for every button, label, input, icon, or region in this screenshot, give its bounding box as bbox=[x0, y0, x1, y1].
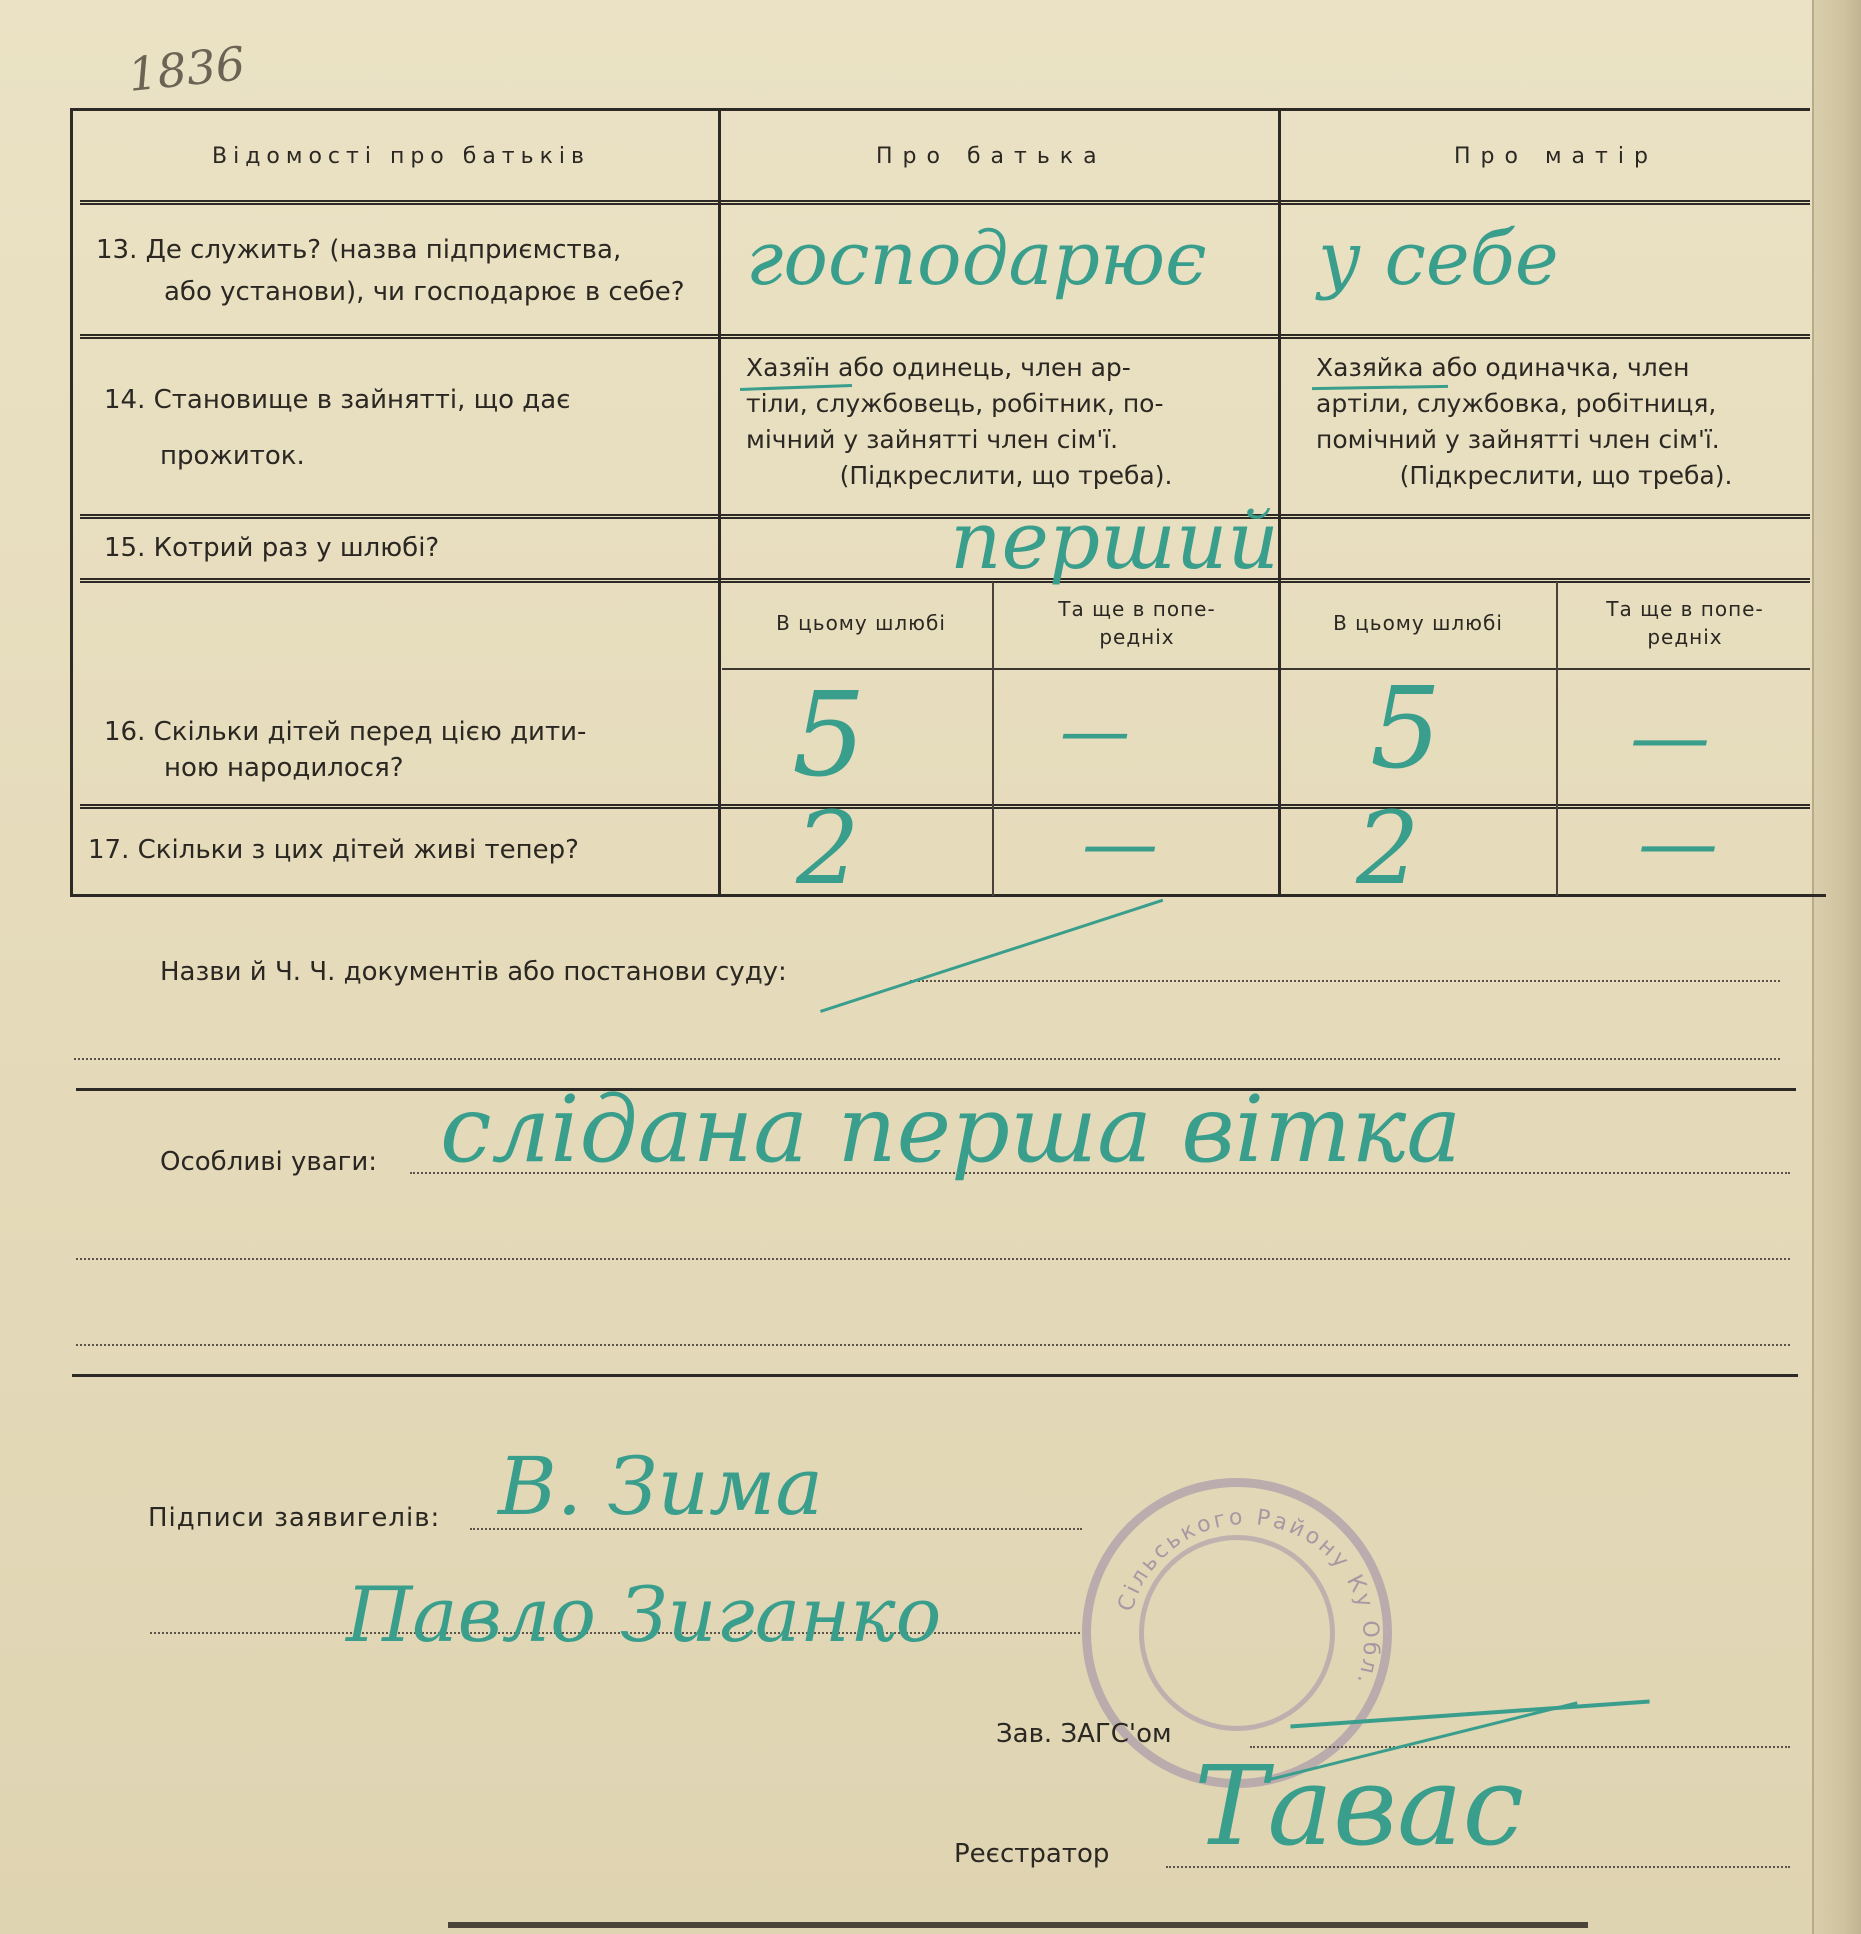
q13-mother-answer: у себе bbox=[1318, 216, 1559, 302]
sub-father-prev-line2: редніх bbox=[1099, 625, 1175, 649]
q16-mother-this: 5 bbox=[1370, 664, 1442, 794]
zags-head-label: Зав. ЗАГС'ом bbox=[996, 1719, 1172, 1749]
bottom-page-edge bbox=[448, 1922, 1588, 1928]
q14-father-line3: мічний у зайнятті член сім'ї. bbox=[746, 425, 1119, 454]
q16-mother-prev: — bbox=[1630, 690, 1710, 783]
header-parents-info: Відомості про батьків bbox=[212, 144, 590, 169]
q14-line2: прожиток. bbox=[160, 441, 305, 471]
header-mother: Про матір bbox=[1454, 144, 1658, 169]
q13-line1: 13. Де служить? (назва підприємства, bbox=[96, 235, 622, 265]
sub-mother-this-marriage: В цьому шлюбі bbox=[1333, 611, 1503, 635]
q14-father-line4: (Підкреслити, що треба). bbox=[839, 461, 1173, 490]
signatures-label: Підписи заявигелів: bbox=[148, 1503, 441, 1533]
remarks-line-2 bbox=[76, 1258, 1790, 1260]
signature-applicant-1: В. Зима bbox=[498, 1440, 824, 1533]
q14-father-options bbox=[746, 350, 1266, 494]
q17-father-prev: — bbox=[1082, 798, 1158, 887]
q16-line2: ною народилося? bbox=[164, 753, 404, 783]
q14-mother-options bbox=[1316, 350, 1816, 494]
remarks-value: слідана перша вітка bbox=[440, 1076, 1462, 1183]
documents-label: Назви й Ч. Ч. документів або постанови суду: bbox=[160, 957, 787, 987]
q17-mother-prev: — bbox=[1638, 796, 1718, 889]
q16-father-prev: — bbox=[1060, 690, 1130, 772]
parents-info-table bbox=[70, 108, 1830, 907]
q14-mother-line3: помічний у зайнятті член сім'ї. bbox=[1316, 425, 1720, 454]
documents-line-2 bbox=[74, 1058, 1780, 1060]
sub-mother-prev-line1: Та ще в попе- bbox=[1606, 597, 1764, 621]
q14-mother-line1: Хазяйка або одиначка, член bbox=[1316, 353, 1690, 382]
q13-line2: або установи), чи господарює в себе? bbox=[164, 277, 685, 307]
sub-father-prev-line1: Та ще в попе- bbox=[1058, 597, 1216, 621]
q17-mother-this: 2 bbox=[1356, 790, 1420, 907]
section-divider-2 bbox=[72, 1374, 1798, 1377]
header-father: Про батька bbox=[876, 144, 1107, 169]
stamp-text: Сільського Району Ку Обл. bbox=[1113, 1504, 1384, 1691]
q13-father-answer: господарює bbox=[746, 216, 1207, 302]
registrar-signature: Тавас bbox=[1194, 1742, 1525, 1870]
documents-line-1 bbox=[910, 980, 1780, 982]
q15-answer: перший bbox=[950, 494, 1279, 587]
corner-archive-number: 1836 bbox=[125, 36, 248, 102]
q17-father-this: 2 bbox=[796, 790, 860, 907]
sub-father-this-marriage: В цьому шлюбі bbox=[776, 611, 946, 635]
q14-mother-line2: артіли, службовка, робітниця, bbox=[1316, 389, 1717, 418]
registrar-label: Реєстратор bbox=[954, 1839, 1110, 1869]
q17: 17. Скільки з цих дітей живі тепер? bbox=[88, 835, 579, 865]
q15: 15. Котрий раз у шлюбі? bbox=[104, 533, 440, 563]
q16-father-this: 5 bbox=[792, 668, 866, 803]
remarks-line-3 bbox=[76, 1344, 1790, 1346]
signature-applicant-2: Павло Зиганко bbox=[346, 1570, 942, 1659]
q16-line1: 16. Скільки дітей перед цією дити- bbox=[104, 717, 587, 747]
sub-mother-prev-line2: редніх bbox=[1647, 625, 1723, 649]
remarks-label: Особливі уваги: bbox=[160, 1147, 377, 1177]
svg-text:Сільського Району Ку Обл. bbox=[1113, 1505, 1383, 1690]
q14-mother-line4: (Підкреслити, що треба). bbox=[1399, 461, 1733, 490]
q14-father-line2: тіли, службовець, робітник, по- bbox=[746, 389, 1164, 418]
q14-father-line1: Хазяїн або одинець, член ар- bbox=[746, 353, 1131, 382]
q14-line1: 14. Становище в зайнятті, що дає bbox=[104, 385, 571, 415]
